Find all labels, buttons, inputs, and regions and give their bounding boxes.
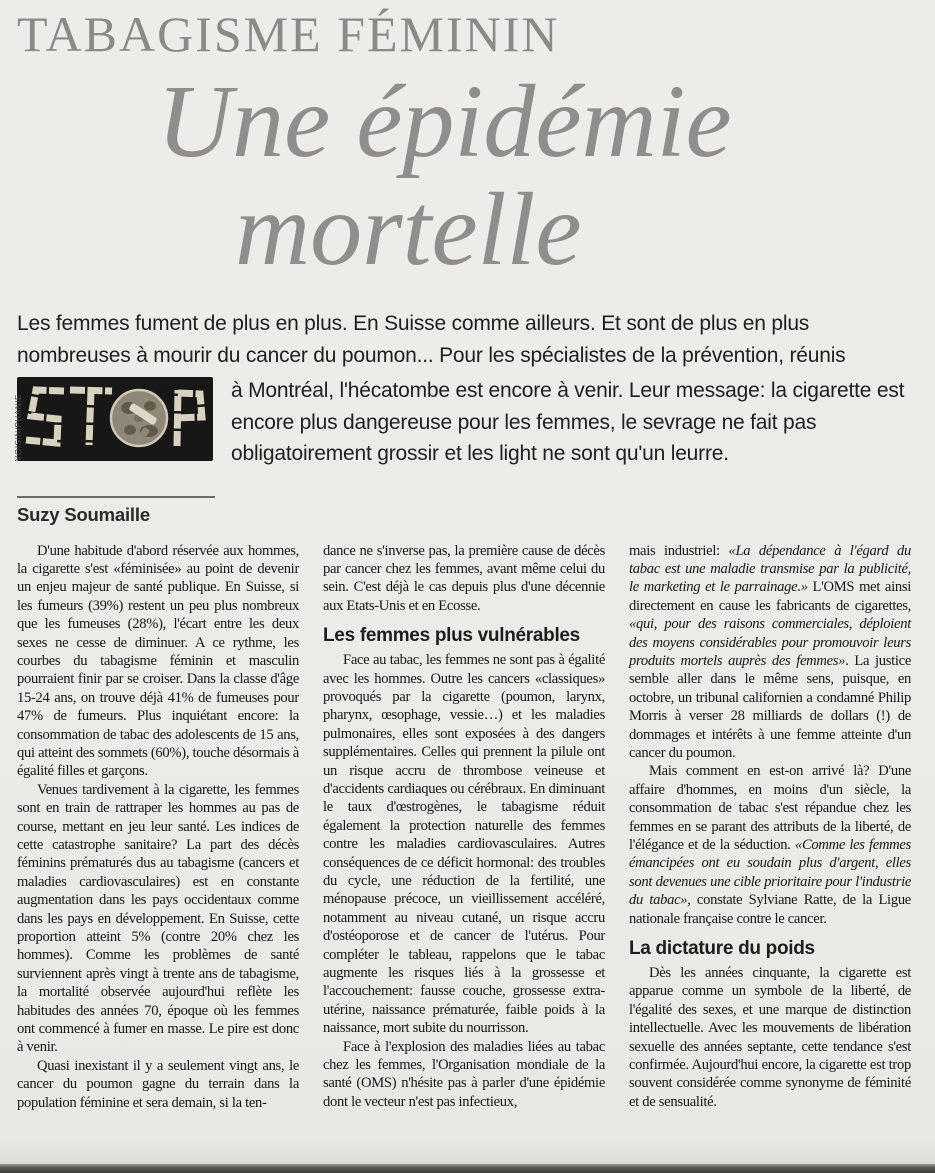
body-text: Venues tardivement à la cigarette, les femmes sont en train de rattraper les hommes au pas de course, mettant en jeu leur santé. Les indices de cette catastrophe sanitaire? La part des décès féminins prématurés dus au tabagisme (cancers et maladies cardiovasculaires) est en constante augmentation dans les pays occidentaux comme dans les pays en développement. En Suisse, cette proportion atteint 5% (contre 20% chez les hommes). Comme les problèmes de santé surviennent après vingt à trente ans de tabagisme, la mortalité observée aujourd'hui reflète les habitudes des années 70, époque où les femmes ont commencé à fumer en masse. Le pire est donc à venir. xyxy=(17,781,299,1056)
article-paragraph xyxy=(323,542,605,616)
body-text: dance ne s'inverse pas, la première cause de décès par cancer chez les femmes, avant même celui du sein. C'est déjà le cas depuis plus d'une décennie aux Etats-Unis et en Ecosse. xyxy=(323,542,605,614)
photo-credit: VOISIN/PHANIE xyxy=(14,394,23,461)
lead-section xyxy=(14,308,920,470)
quote-italic-text: «Comme les femmes émancipées ont eu soudain plus d'argent, elles sont devenues une cible prioritaire pour l'industrie du tabac» xyxy=(629,837,911,909)
stop-photo xyxy=(14,377,213,461)
article-column-2 xyxy=(323,542,605,1113)
lead-text-part1: Les femmes fument de plus en plus. En Suisse comme ailleurs. Et sont de plus en plus nombreuses à mourir du cancer du poumon... Pour les spécialistes de la prévention, réunis xyxy=(17,312,846,367)
body-text: Quasi inexistant il y a seulement vingt ans, le cancer du poumon gagne du terrain dans la population féminine et sera demain, si la ten- xyxy=(17,1057,299,1111)
lead-text-part2: à Montréal, l'hécatombe est encore à venir. Leur message: la cigarette est encore plus dangereuse pour les femmes, le sevrage ne fait pas obligatoirement grossir et les light ne sont qu'un leurre. xyxy=(231,379,905,465)
headline-line-2: mortelle xyxy=(235,172,582,287)
section-subhead: Les femmes plus vulnérables xyxy=(323,625,580,647)
stop-cigarettes-image xyxy=(17,377,213,461)
body-text: Face au tabac, les femmes ne sont pas à égalité avec les hommes. Outre les cancers «classiques» provoqués par la cigarette (poumon, larynx, pharynx, œsophage, vessie…) et les maladies pulmonaires, elles sont exposées à des dangers supplémentaires. Celles qui prennent la pilule ont un risque accru de thrombose veineuse et d'accidents cardiaques ou cérébraux. En diminuant le taux d'œstrogènes, le tabagisme réduit également la protection naturelle des femmes contre les maladies cardiovasculaires. Autres conséquences de ce déficit hormonal: des troubles du cycle, une réduction de la fertilité, une ménopause précoce, un vieillissement accéléré, notamment au niveau cutané, un risque accru d'ostéoporose et de cancer de l'utérus. Pour compléter le tableau, rappelons que le tabac augmente les risques liés à la grossesse et l'accouchement: fausse couche, grossesse extra-utérine, naissance prématurée, faible poids à la naissance, mort subite du nourrisson. xyxy=(323,652,605,1037)
body-text: , constate Sylviane Ratte, de la Ligue nationale française contre le cancer. xyxy=(629,892,911,927)
headline-line-1: Une épidémie xyxy=(157,64,732,179)
body-text: Mais comment en est-on arrivé là? D'une affaire d'hommes, en moins d'un siècle, la consommation de tabac s'est répandue chez les femmes en se parant des attributs de la liberté, de l'élégance et de la séduction. xyxy=(629,763,911,853)
body-text: mais industriel: xyxy=(629,542,729,559)
lead-row xyxy=(14,375,920,470)
globe-ashtray-o xyxy=(111,390,167,446)
article-column-3 xyxy=(629,542,911,1113)
body-text: Dès les années cinquante, la cigarette est apparue comme un symbole de la liberté, de l'égalité des sexes, et une marque de distinction intellectuelle. Avec les mouvements de libération sexuelle des années septante, cette tendance s'est confirmée. Aujourd'hui encore, la cigarette est trop souvent considérée comme synonyme de féminité et de sensualité. xyxy=(629,965,911,1110)
body-text: . La justice semble aller dans le même sens, puisque, en octobre, un tribunal californien a condamné Philip Morris à verser 28 milliards de dollars (!) de dommages et intérêts à une femme atteinte d'un cancer du poumon. xyxy=(629,652,911,761)
section-subhead: La dictature du poids xyxy=(629,938,815,960)
article-column-1 xyxy=(17,542,299,1113)
byline-rule xyxy=(17,496,215,498)
article-paragraph xyxy=(323,651,605,1038)
article-paragraph xyxy=(629,542,911,763)
byline xyxy=(17,496,920,526)
article-paragraph xyxy=(17,542,299,781)
quote-italic-text: «qui, pour des raisons commerciales, déploient des moyens considérables pour promouvoir leurs produits mortels auprès des femmes» xyxy=(629,616,911,669)
letter-t-stem-cigarette xyxy=(89,390,91,445)
letter-p-stem-cigarette xyxy=(177,390,178,446)
body-text: Face à l'explosion des maladies liées au tabac chez les femmes, l'Organisation mondiale de la santé (OMS) n'hésite pas à parler d'une épidémie dont le vecteur n'est pas infectieux, xyxy=(323,1038,605,1110)
article-header xyxy=(17,6,920,287)
page-bottom-edge xyxy=(0,1164,935,1173)
article-paragraph xyxy=(629,762,911,928)
article-paragraph xyxy=(17,1057,299,1112)
article-paragraph xyxy=(323,1038,605,1112)
article-paragraph xyxy=(17,781,299,1057)
author-name: Suzy Soumaille xyxy=(17,503,150,525)
article-body xyxy=(17,542,920,1113)
quote-italic-text: «La dépendance à l'égard du tabac est une maladie transmise par la publicité, le marketing et le parrainage.» xyxy=(629,542,911,596)
headline xyxy=(17,64,920,287)
kicker: TABAGISME FÉMININ xyxy=(17,6,560,62)
article-paragraph xyxy=(629,964,911,1111)
body-text: D'une habitude d'abord réservée aux hommes, la cigarette s'est «féminisée» au point de devenir un enjeu majeur de santé publique. En Suisse, si les fumeurs (39%) restent un peu plus nombreux que les fumeuses (28%), l'écart entre les deux sexes ne cesse de diminuer. A ce rythme, les courbes du tabagisme féminin et masculin pourraient finir par se croiser. Dans la classe d'âge 15-24 ans, on trouve déjà 41% de fumeuses pour 47% de fumeurs. Plus inquiétant encore: la consommation de tabac des adolescents de 15 ans, qui atteint des sommets (60%), touche désormais à égalité filles et garçons. xyxy=(17,542,299,780)
body-text: L'OMS met ainsi directement en cause les fabricants de cigarettes, xyxy=(629,579,911,614)
